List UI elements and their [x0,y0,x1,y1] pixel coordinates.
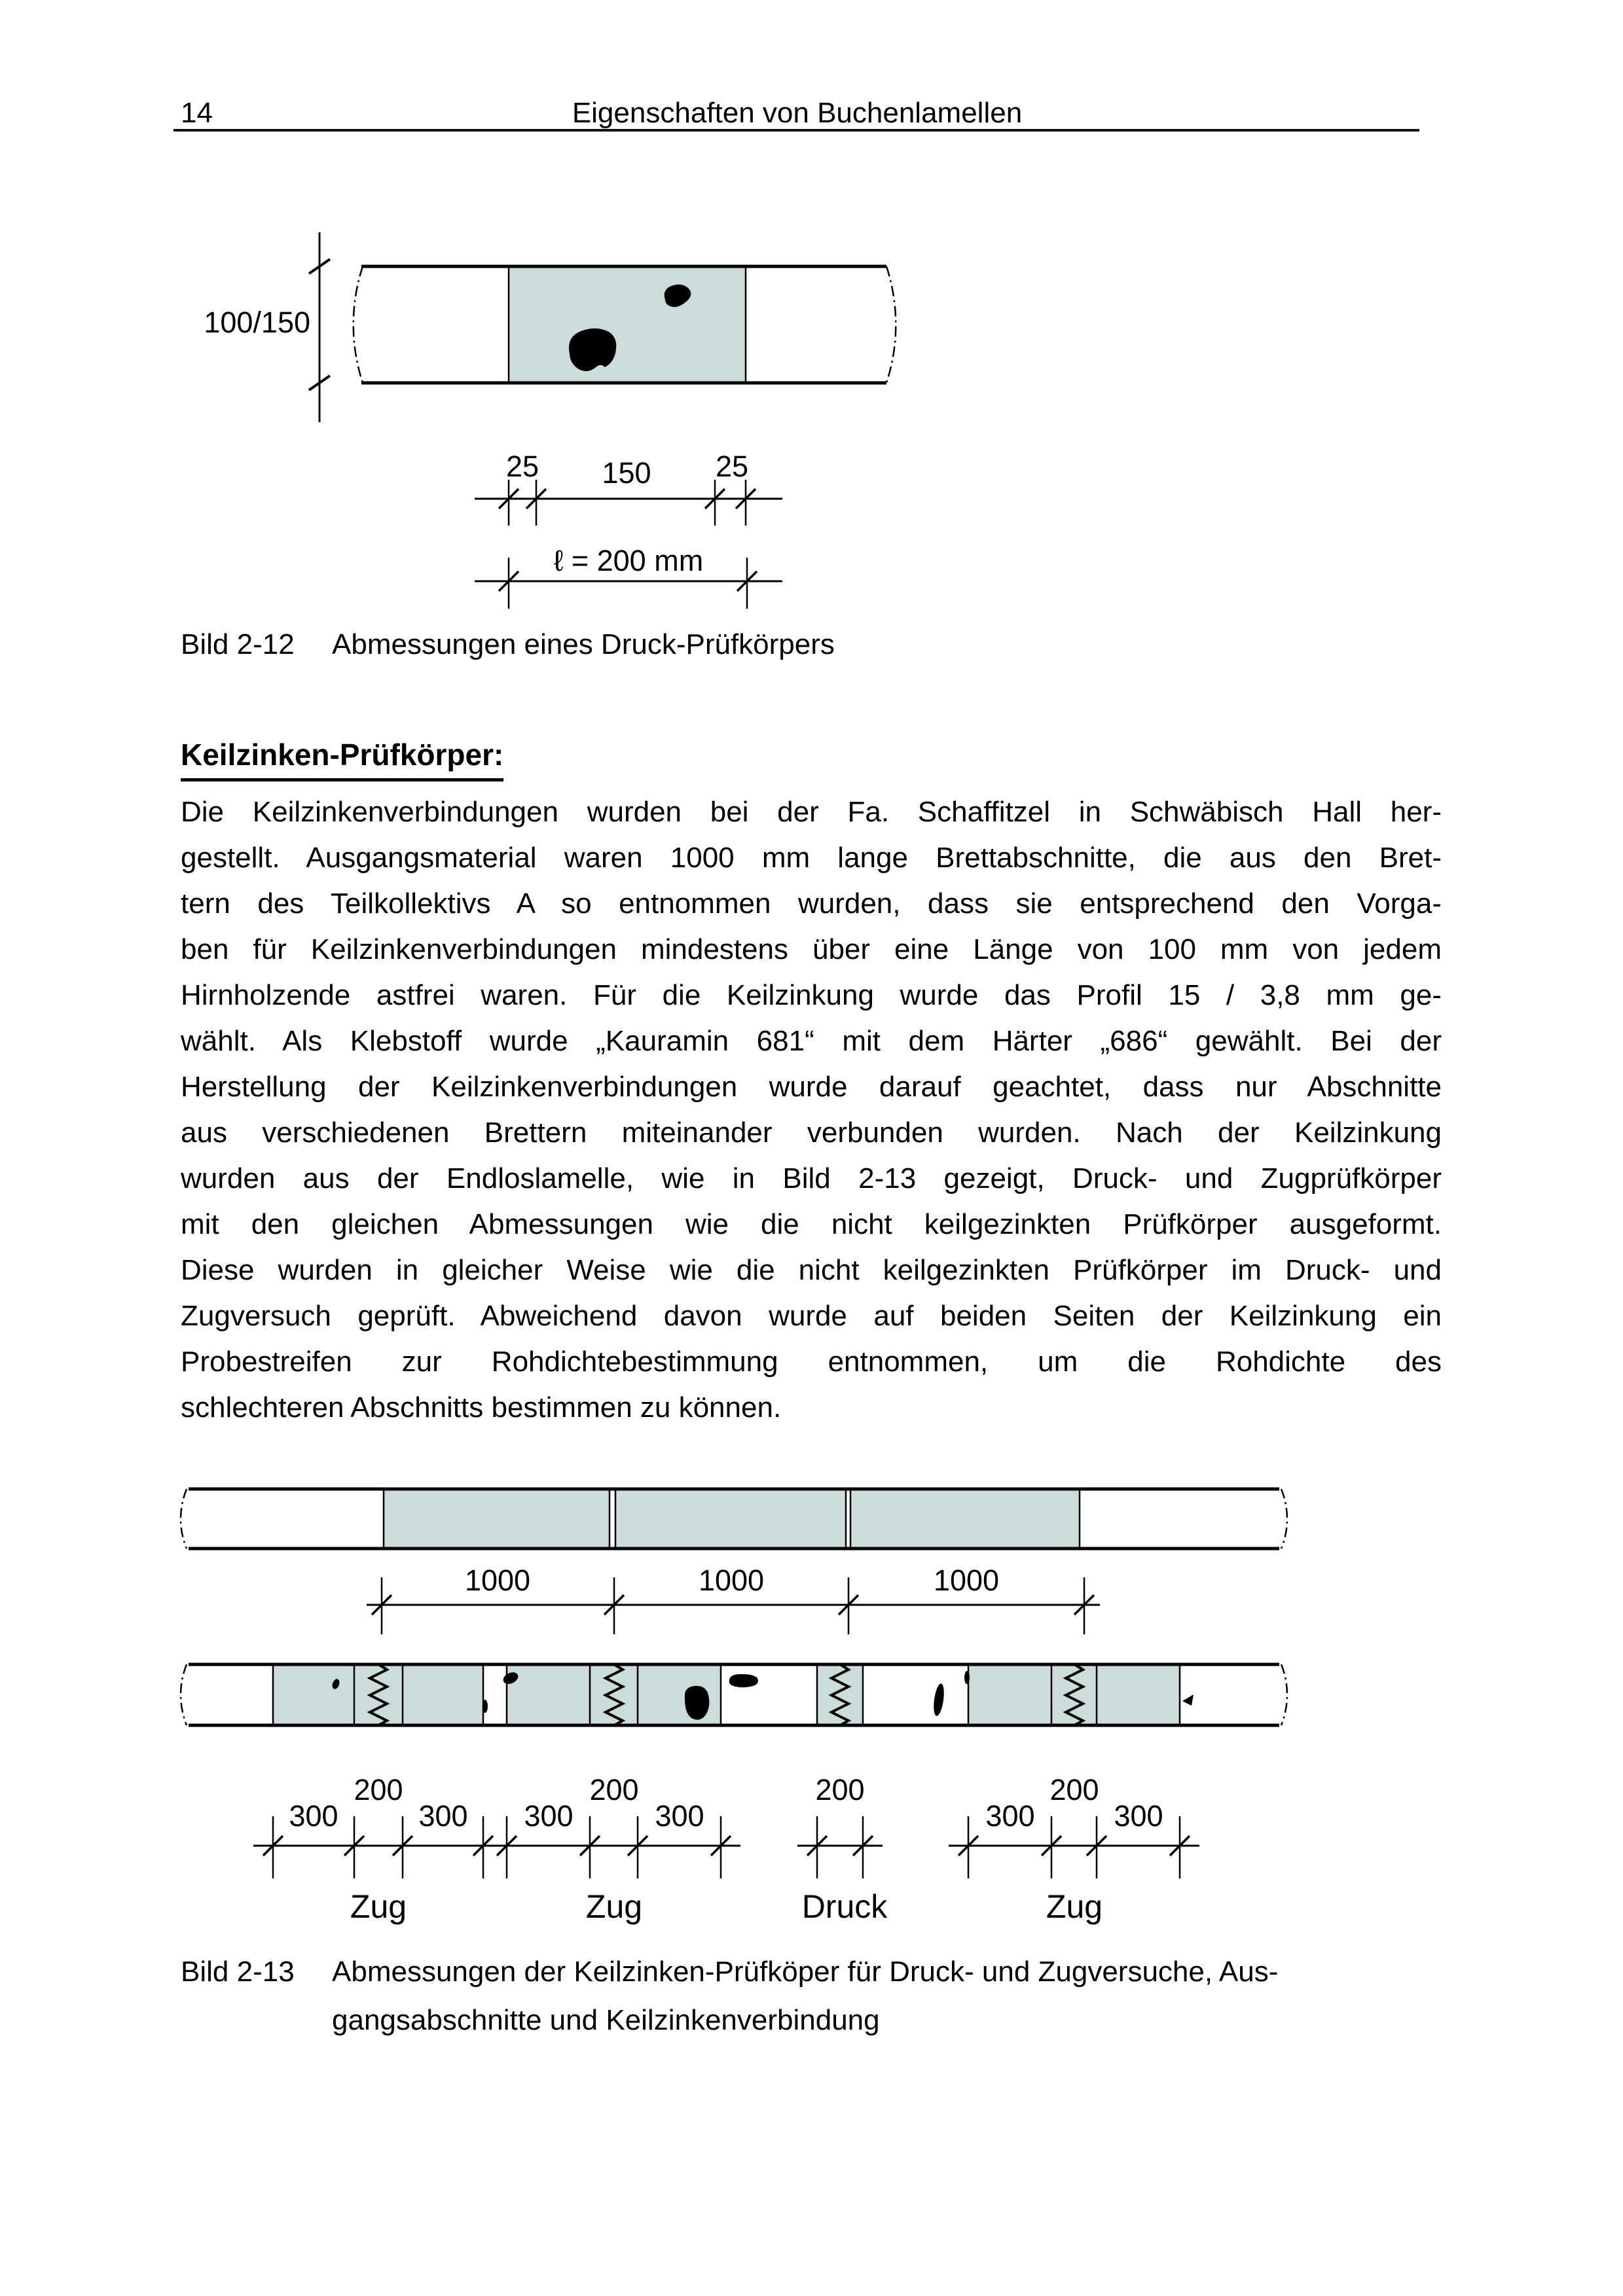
specimen-type-labels [350,1888,1103,1925]
knot [932,1683,946,1716]
dim-label: 300 [418,1799,468,1833]
source-board [181,1489,1287,1549]
knot [1182,1695,1194,1706]
body-line: Diese wurden in gleicher Weise wie die nicht keilgezinkten Prüfkörper im Druck- und [181,1254,1442,1286]
specimen-label: Zug [1046,1888,1103,1925]
body-line: aus verschiedenen Brettern miteinander verbunden wurden. Nach der Keilzinkung [181,1117,1442,1149]
figure-caption-label: Bild 2-13 [181,1956,295,1988]
dim-label: 150 [602,456,651,490]
broken-end-right [886,266,896,383]
specimen-label: Druck [801,1888,888,1925]
body-line: gestellt. Ausgangsmaterial waren 1000 mm lange Brettabschnitte, die aus den Bret- [181,842,1442,874]
body-line: wählt. Als Klebstoff wurde „Kauramin 681“ mit dem Härter „686“ gewählt. Bei der [181,1025,1442,1057]
figure-caption-label: Bild 2-12 [181,628,295,660]
knot [483,1700,488,1713]
dim-label: 200 [354,1773,403,1806]
broken-end-left [181,1489,187,1549]
board-section-shaded [850,1490,1080,1547]
dim-label: 200 [1049,1773,1099,1806]
body-line: Herstellung der Keilzinkenverbindungen wurde darauf geachtet, dass nur Abschnitte [181,1071,1442,1103]
jointed-lamella [181,1664,1287,1725]
knot [729,1674,758,1687]
dim-label: 300 [655,1799,704,1833]
board-section-shaded [615,1490,846,1547]
broken-end-left [181,1664,187,1725]
specimen-dimension-rows [253,1773,1199,1878]
figure-caption-text: Abmessungen der Keilzinken-Prüfköper für Druck- und Zugversuche, Aus- [332,1956,1279,1988]
board-dimension-row [367,1564,1100,1634]
broken-end-right [1281,1489,1287,1549]
broken-end-left [354,266,363,383]
body-line: ben für Keilzinkenverbindungen mindestens über eine Länge von 100 mm von jedem [181,933,1442,965]
length-dim-label: ℓ = 200 mm [553,544,704,577]
lamella-bar [354,266,896,383]
dim-label: 1000 [464,1564,531,1597]
specimen-label: Zug [585,1888,643,1925]
dim-label: 25 [505,450,539,483]
figure-druck-pruefkoerper [151,223,969,628]
knot [685,1686,710,1720]
height-dimension [204,232,330,422]
dim-label: 300 [289,1799,338,1833]
body-line: schlechteren Abschnitts bestimmen zu können. [181,1391,782,1424]
specimen-label: Zug [350,1888,407,1925]
header-rule [173,129,1419,132]
section-heading: Keilzinken-Prüfkörper: [181,737,503,781]
board-section-shaded [384,1490,610,1547]
knot [964,1671,970,1684]
dim-label: 200 [589,1773,639,1806]
body-line: Zugversuch geprüft. Abweichend davon wurde auf beiden Seiten der Keilzinkung ein [181,1300,1442,1332]
dim-label: 200 [815,1773,865,1806]
body-line: wurden aus der Endloslamelle, wie in Bild 2-13 gezeigt, Druck- und Zugprüfkörper [181,1162,1442,1194]
dim-label: 1000 [698,1564,765,1597]
specimen-shaded-zone [509,268,746,382]
dim-label: 300 [985,1799,1035,1833]
figure-caption-text: gangsabschnitte und Keilzinkenverbindung [332,2004,880,2036]
figure-caption-text: Abmessungen eines Druck-Prüfkörpers [332,628,835,660]
running-title: Eigenschaften von Buchenlamellen [572,97,1023,129]
body-line: Die Keilzinkenverbindungen wurden bei der Fa. Schaffitzel in Schwäbisch Hall her- [181,796,1442,828]
dimension-row-length [475,544,782,609]
page-number: 14 [181,97,213,129]
figure-keilzinken-pruefkoerper [170,1476,1296,1947]
body-line: mit den gleichen Abmessungen wie die nicht keilgezinkten Prüfkörper ausgeformt. [181,1208,1442,1240]
dim-label: 300 [1114,1799,1163,1833]
dim-label: 1000 [933,1564,1000,1597]
cross-section-dim-label: 100/150 [204,306,310,339]
body-paragraph [181,789,1442,1431]
dim-label: 25 [715,450,749,483]
broken-end-right [1281,1664,1287,1725]
body-line: Hirnholzende astfrei waren. Für die Keilzinkung wurde das Profil 15 / 3,8 mm ge- [181,979,1442,1011]
body-line: Probestreifen zur Rohdichtebestimmung entnommen, um die Rohdichte des [181,1346,1442,1378]
dim-label: 300 [524,1799,574,1833]
dimension-row-25-150-25 [475,450,782,526]
body-line: tern des Teilkollektivs A so entnommen wurden, dass sie entsprechend den Vorga- [181,888,1442,920]
